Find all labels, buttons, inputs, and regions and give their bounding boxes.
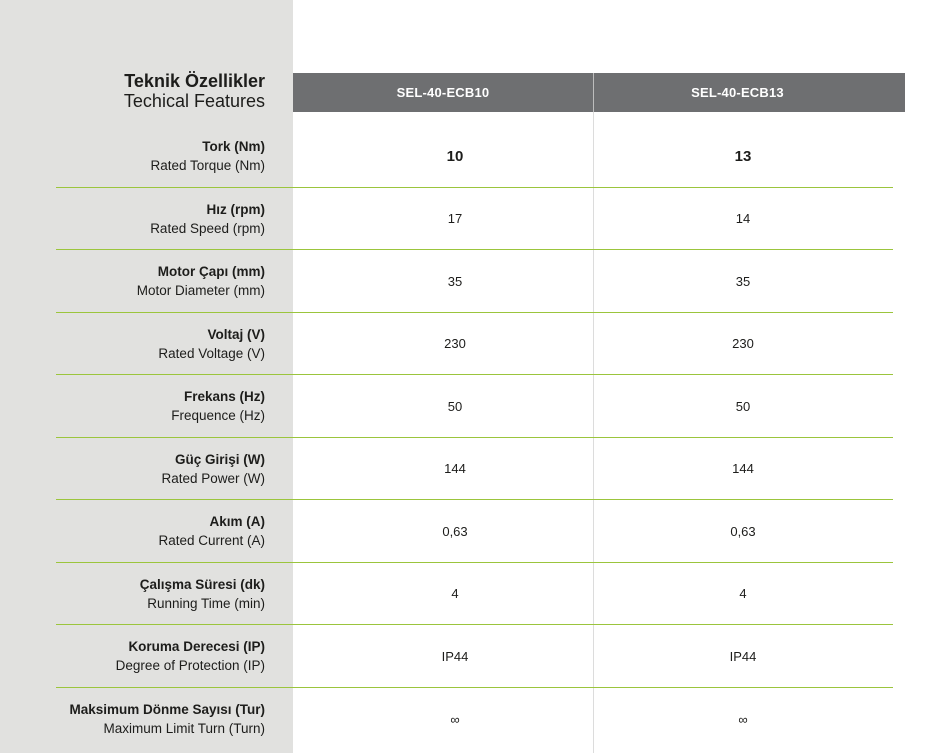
row-label-tr: Koruma Derecesi (IP) [128,639,265,655]
column-header-ecb10 [293,73,593,112]
cell-value: 35 [447,273,463,289]
row-label-en: Maximum Limit Turn (Turn) [103,721,265,737]
cell-value: 230 [444,336,466,352]
table-row [0,563,945,626]
row-labels [69,688,265,751]
row-label-en: Frequence (Hz) [171,408,265,424]
cell-value: IP44 [729,648,757,664]
section-title-en: Techical Features [123,91,265,111]
table-row [0,500,945,563]
row-label-tr: Motor Çapı (mm) [157,264,265,280]
cell-value: 13 [734,147,752,165]
cell-value: 35 [735,273,751,289]
row-labels [140,563,265,626]
cell-value: 4 [451,586,459,602]
row-labels [116,625,265,688]
row-label-tr: Akım (A) [209,514,265,530]
cell-value: 0,63 [730,523,756,539]
row-label-tr: Hız (rpm) [206,201,265,217]
table-header [293,73,905,112]
row-label-tr: Voltaj (V) [207,326,265,342]
section-title [124,71,265,111]
cell-value: 144 [444,461,466,477]
cell-value: 14 [735,211,751,227]
table-row [0,250,945,313]
table-row [0,313,945,376]
row-label-en: Rated Speed (rpm) [150,220,265,236]
row-label-tr: Tork (Nm) [202,139,265,155]
cell-value: 10 [446,147,464,165]
cell-value: 0,63 [442,523,468,539]
table-row [0,625,945,688]
table-row [0,438,945,501]
table-row [0,188,945,251]
cell-value: ∞ [738,711,748,727]
row-labels [161,438,265,501]
row-label-tr: Maksimum Dönme Sayısı (Tur) [69,702,265,718]
row-labels [150,125,265,188]
cell-value: ∞ [450,711,460,727]
section-title-tr: Teknik Özellikler [124,71,265,91]
row-label-en: Rated Voltage (V) [158,345,265,361]
cell-value: 144 [732,461,754,477]
row-label-en: Rated Power (W) [161,470,265,486]
row-label-en: Motor Diameter (mm) [136,283,265,299]
row-label-tr: Güç Girişi (W) [174,451,265,467]
cell-value: 50 [447,398,463,414]
cell-value: 50 [735,398,751,414]
cell-value: 230 [732,336,754,352]
cell-value: 4 [739,586,747,602]
table-row [0,688,945,751]
table-row [0,125,945,188]
row-labels [171,375,265,438]
column-header-ecb13 [593,73,905,112]
row-label-en: Rated Current (A) [158,533,265,549]
row-labels [150,188,265,251]
row-label-tr: Frekans (Hz) [183,389,265,405]
cell-value: 17 [447,211,463,227]
row-labels [158,313,265,376]
table-row [0,375,945,438]
row-label-tr: Çalışma Süresi (dk) [139,576,265,592]
column-header-label: SEL-40-ECB13 [691,85,784,100]
row-label-en: Running Time (min) [147,595,265,611]
row-labels [137,250,265,313]
column-header-label: SEL-40-ECB10 [396,85,490,100]
row-labels [158,500,265,563]
row-label-en: Rated Torque (Nm) [150,158,265,174]
row-label-en: Degree of Protection (IP) [115,658,265,674]
cell-value: IP44 [441,648,469,664]
